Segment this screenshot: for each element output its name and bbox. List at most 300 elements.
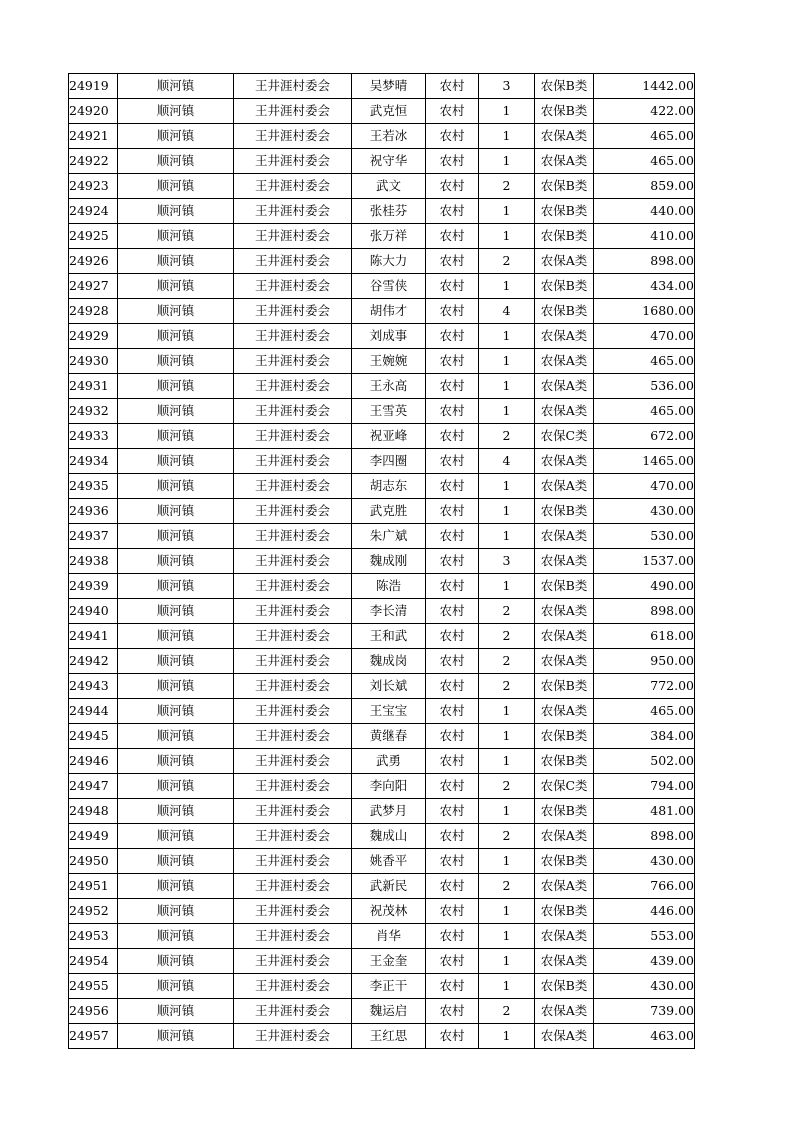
amount-cell: 898.00: [594, 824, 695, 849]
category-cell: 农保A类: [535, 549, 594, 574]
town-cell: 顺河镇: [118, 99, 234, 124]
table-row: [69, 624, 695, 649]
household-type: 农村: [426, 799, 479, 824]
record-id: 24932: [69, 399, 118, 424]
person-name: 武勇: [352, 749, 426, 774]
household-type: 农村: [426, 474, 479, 499]
table-row: [69, 424, 695, 449]
table-row: [69, 224, 695, 249]
person-name: 刘成事: [352, 324, 426, 349]
record-id: 24919: [69, 74, 118, 99]
table-row: [69, 849, 695, 874]
category-cell: 农保B类: [535, 974, 594, 999]
person-name: 李向阳: [352, 774, 426, 799]
household-type: 农村: [426, 949, 479, 974]
table-row: [69, 774, 695, 799]
person-name: 祝守华: [352, 149, 426, 174]
amount-cell: 772.00: [594, 674, 695, 699]
category-cell: 农保A类: [535, 524, 594, 549]
table-row: [69, 874, 695, 899]
table-row: [69, 474, 695, 499]
category-cell: 农保A类: [535, 1024, 594, 1049]
amount-cell: 465.00: [594, 149, 695, 174]
person-name: 肖华: [352, 924, 426, 949]
town-cell: 顺河镇: [118, 724, 234, 749]
category-cell: 农保A类: [535, 249, 594, 274]
member-count: 1: [479, 849, 535, 874]
table-row: [69, 324, 695, 349]
record-id: 24949: [69, 824, 118, 849]
table-row: [69, 824, 695, 849]
record-id: 24947: [69, 774, 118, 799]
household-type: 农村: [426, 449, 479, 474]
village-cell: 王井涯村委会: [234, 674, 352, 699]
table-row: [69, 149, 695, 174]
town-cell: 顺河镇: [118, 749, 234, 774]
village-cell: 王井涯村委会: [234, 474, 352, 499]
person-name: 张桂芬: [352, 199, 426, 224]
household-type: 农村: [426, 149, 479, 174]
person-name: 张万祥: [352, 224, 426, 249]
town-cell: 顺河镇: [118, 899, 234, 924]
town-cell: 顺河镇: [118, 699, 234, 724]
table-row: [69, 274, 695, 299]
member-count: 2: [479, 599, 535, 624]
amount-cell: 422.00: [594, 99, 695, 124]
household-type: 农村: [426, 674, 479, 699]
town-cell: 顺河镇: [118, 349, 234, 374]
household-type: 农村: [426, 924, 479, 949]
record-id: 24951: [69, 874, 118, 899]
table-row: [69, 924, 695, 949]
household-type: 农村: [426, 724, 479, 749]
person-name: 李正干: [352, 974, 426, 999]
person-name: 胡志东: [352, 474, 426, 499]
table-row: [69, 599, 695, 624]
table-row: [69, 399, 695, 424]
member-count: 1: [479, 199, 535, 224]
household-type: 农村: [426, 349, 479, 374]
table-body: [69, 74, 695, 1049]
village-cell: 王井涯村委会: [234, 324, 352, 349]
household-type: 农村: [426, 374, 479, 399]
category-cell: 农保B类: [535, 274, 594, 299]
town-cell: 顺河镇: [118, 224, 234, 249]
town-cell: 顺河镇: [118, 474, 234, 499]
record-id: 24943: [69, 674, 118, 699]
town-cell: 顺河镇: [118, 924, 234, 949]
record-id: 24922: [69, 149, 118, 174]
amount-cell: 859.00: [594, 174, 695, 199]
household-type: 农村: [426, 199, 479, 224]
person-name: 吴梦晴: [352, 74, 426, 99]
member-count: 3: [479, 74, 535, 99]
town-cell: 顺河镇: [118, 599, 234, 624]
household-type: 农村: [426, 74, 479, 99]
household-type: 农村: [426, 974, 479, 999]
table-row: [69, 124, 695, 149]
amount-cell: 1680.00: [594, 299, 695, 324]
record-id: 24956: [69, 999, 118, 1024]
household-type: 农村: [426, 574, 479, 599]
member-count: 2: [479, 874, 535, 899]
amount-cell: 470.00: [594, 474, 695, 499]
category-cell: 农保A类: [535, 624, 594, 649]
category-cell: 农保C类: [535, 774, 594, 799]
household-type: 农村: [426, 99, 479, 124]
record-id: 24933: [69, 424, 118, 449]
household-type: 农村: [426, 399, 479, 424]
household-type: 农村: [426, 749, 479, 774]
member-count: 1: [479, 324, 535, 349]
category-cell: 农保B类: [535, 799, 594, 824]
person-name: 陈浩: [352, 574, 426, 599]
village-cell: 王井涯村委会: [234, 74, 352, 99]
record-id: 24937: [69, 524, 118, 549]
village-cell: 王井涯村委会: [234, 374, 352, 399]
category-cell: 农保A类: [535, 599, 594, 624]
town-cell: 顺河镇: [118, 324, 234, 349]
table-row: [69, 349, 695, 374]
village-cell: 王井涯村委会: [234, 924, 352, 949]
category-cell: 农保A类: [535, 124, 594, 149]
person-name: 王和武: [352, 624, 426, 649]
town-cell: 顺河镇: [118, 174, 234, 199]
town-cell: 顺河镇: [118, 574, 234, 599]
member-count: 1: [479, 274, 535, 299]
town-cell: 顺河镇: [118, 774, 234, 799]
category-cell: 农保B类: [535, 224, 594, 249]
amount-cell: 434.00: [594, 274, 695, 299]
amount-cell: 463.00: [594, 1024, 695, 1049]
table-row: [69, 649, 695, 674]
person-name: 魏运启: [352, 999, 426, 1024]
member-count: 1: [479, 699, 535, 724]
person-name: 胡伟才: [352, 299, 426, 324]
table-row: [69, 299, 695, 324]
record-id: 24941: [69, 624, 118, 649]
category-cell: 农保A类: [535, 449, 594, 474]
record-id: 24942: [69, 649, 118, 674]
town-cell: 顺河镇: [118, 799, 234, 824]
village-cell: 王井涯村委会: [234, 974, 352, 999]
member-count: 1: [479, 949, 535, 974]
table-row: [69, 449, 695, 474]
member-count: 1: [479, 349, 535, 374]
amount-cell: 898.00: [594, 249, 695, 274]
town-cell: 顺河镇: [118, 74, 234, 99]
village-cell: 王井涯村委会: [234, 649, 352, 674]
table-row: [69, 749, 695, 774]
household-type: 农村: [426, 524, 479, 549]
town-cell: 顺河镇: [118, 249, 234, 274]
member-count: 1: [479, 574, 535, 599]
record-id: 24925: [69, 224, 118, 249]
table-row: [69, 724, 695, 749]
village-cell: 王井涯村委会: [234, 449, 352, 474]
village-cell: 王井涯村委会: [234, 549, 352, 574]
category-cell: 农保B类: [535, 849, 594, 874]
amount-cell: 794.00: [594, 774, 695, 799]
household-type: 农村: [426, 424, 479, 449]
village-cell: 王井涯村委会: [234, 249, 352, 274]
village-cell: 王井涯村委会: [234, 499, 352, 524]
person-name: 武克胜: [352, 499, 426, 524]
amount-cell: 502.00: [594, 749, 695, 774]
person-name: 武文: [352, 174, 426, 199]
person-name: 谷雪侠: [352, 274, 426, 299]
village-cell: 王井涯村委会: [234, 149, 352, 174]
amount-cell: 465.00: [594, 349, 695, 374]
person-name: 姚香平: [352, 849, 426, 874]
table-row: [69, 374, 695, 399]
person-name: 武克恒: [352, 99, 426, 124]
amount-cell: 470.00: [594, 324, 695, 349]
amount-cell: 618.00: [594, 624, 695, 649]
record-id: 24953: [69, 924, 118, 949]
member-count: 1: [479, 899, 535, 924]
household-type: 农村: [426, 124, 479, 149]
amount-cell: 465.00: [594, 399, 695, 424]
household-type: 农村: [426, 624, 479, 649]
record-id: 24939: [69, 574, 118, 599]
village-cell: 王井涯村委会: [234, 624, 352, 649]
record-id: 24954: [69, 949, 118, 974]
household-type: 农村: [426, 824, 479, 849]
amount-cell: 410.00: [594, 224, 695, 249]
record-id: 24920: [69, 99, 118, 124]
category-cell: 农保B类: [535, 574, 594, 599]
record-id: 24923: [69, 174, 118, 199]
town-cell: 顺河镇: [118, 124, 234, 149]
town-cell: 顺河镇: [118, 874, 234, 899]
town-cell: 顺河镇: [118, 999, 234, 1024]
village-cell: 王井涯村委会: [234, 899, 352, 924]
town-cell: 顺河镇: [118, 149, 234, 174]
amount-cell: 739.00: [594, 999, 695, 1024]
record-id: 24938: [69, 549, 118, 574]
category-cell: 农保A类: [535, 949, 594, 974]
town-cell: 顺河镇: [118, 499, 234, 524]
category-cell: 农保A类: [535, 699, 594, 724]
village-cell: 王井涯村委会: [234, 274, 352, 299]
village-cell: 王井涯村委会: [234, 774, 352, 799]
village-cell: 王井涯村委会: [234, 174, 352, 199]
amount-cell: 490.00: [594, 574, 695, 599]
person-name: 祝茂林: [352, 899, 426, 924]
town-cell: 顺河镇: [118, 624, 234, 649]
person-name: 刘长斌: [352, 674, 426, 699]
record-id: 24927: [69, 274, 118, 299]
person-name: 王红思: [352, 1024, 426, 1049]
record-id: 24928: [69, 299, 118, 324]
village-cell: 王井涯村委会: [234, 224, 352, 249]
category-cell: 农保A类: [535, 474, 594, 499]
amount-cell: 446.00: [594, 899, 695, 924]
member-count: 1: [479, 99, 535, 124]
member-count: 1: [479, 224, 535, 249]
town-cell: 顺河镇: [118, 524, 234, 549]
amount-cell: 1465.00: [594, 449, 695, 474]
town-cell: 顺河镇: [118, 674, 234, 699]
table-row: [69, 574, 695, 599]
category-cell: 农保B类: [535, 299, 594, 324]
table-row: [69, 999, 695, 1024]
household-type: 农村: [426, 774, 479, 799]
household-type: 农村: [426, 174, 479, 199]
table-row: [69, 99, 695, 124]
household-type: 农村: [426, 224, 479, 249]
table-row: [69, 499, 695, 524]
record-id: 24950: [69, 849, 118, 874]
member-count: 1: [479, 124, 535, 149]
category-cell: 农保C类: [535, 424, 594, 449]
amount-cell: 430.00: [594, 499, 695, 524]
household-type: 农村: [426, 874, 479, 899]
person-name: 王永高: [352, 374, 426, 399]
member-count: 2: [479, 649, 535, 674]
category-cell: 农保B类: [535, 674, 594, 699]
household-type: 农村: [426, 899, 479, 924]
member-count: 3: [479, 549, 535, 574]
village-cell: 王井涯村委会: [234, 849, 352, 874]
record-id: 24929: [69, 324, 118, 349]
amount-cell: 536.00: [594, 374, 695, 399]
record-id: 24955: [69, 974, 118, 999]
village-cell: 王井涯村委会: [234, 574, 352, 599]
town-cell: 顺河镇: [118, 649, 234, 674]
household-type: 农村: [426, 699, 479, 724]
member-count: 1: [479, 924, 535, 949]
person-name: 王婉婉: [352, 349, 426, 374]
person-name: 魏成岗: [352, 649, 426, 674]
amount-cell: 1442.00: [594, 74, 695, 99]
record-id: 24930: [69, 349, 118, 374]
member-count: 1: [479, 1024, 535, 1049]
member-count: 1: [479, 499, 535, 524]
member-count: 2: [479, 624, 535, 649]
record-id: 24952: [69, 899, 118, 924]
village-cell: 王井涯村委会: [234, 699, 352, 724]
amount-cell: 384.00: [594, 724, 695, 749]
amount-cell: 553.00: [594, 924, 695, 949]
household-type: 农村: [426, 499, 479, 524]
record-id: 24926: [69, 249, 118, 274]
amount-cell: 430.00: [594, 849, 695, 874]
member-count: 1: [479, 724, 535, 749]
person-name: 李长清: [352, 599, 426, 624]
category-cell: 农保A类: [535, 324, 594, 349]
category-cell: 农保B类: [535, 899, 594, 924]
town-cell: 顺河镇: [118, 1024, 234, 1049]
amount-cell: 1537.00: [594, 549, 695, 574]
household-type: 农村: [426, 999, 479, 1024]
town-cell: 顺河镇: [118, 299, 234, 324]
member-count: 2: [479, 424, 535, 449]
member-count: 4: [479, 299, 535, 324]
member-count: 1: [479, 149, 535, 174]
member-count: 2: [479, 999, 535, 1024]
household-type: 农村: [426, 299, 479, 324]
category-cell: 农保A类: [535, 374, 594, 399]
village-cell: 王井涯村委会: [234, 949, 352, 974]
record-id: 24934: [69, 449, 118, 474]
category-cell: 农保A类: [535, 149, 594, 174]
record-id: 24946: [69, 749, 118, 774]
household-type: 农村: [426, 849, 479, 874]
category-cell: 农保A类: [535, 824, 594, 849]
member-count: 1: [479, 524, 535, 549]
amount-cell: 430.00: [594, 974, 695, 999]
village-cell: 王井涯村委会: [234, 199, 352, 224]
category-cell: 农保B类: [535, 99, 594, 124]
table-row: [69, 174, 695, 199]
category-cell: 农保A类: [535, 349, 594, 374]
amount-cell: 672.00: [594, 424, 695, 449]
household-type: 农村: [426, 324, 479, 349]
table-row: [69, 1024, 695, 1049]
record-id: 24936: [69, 499, 118, 524]
person-name: 王金奎: [352, 949, 426, 974]
category-cell: 农保A类: [535, 649, 594, 674]
member-count: 2: [479, 174, 535, 199]
table-row: [69, 699, 695, 724]
amount-cell: 440.00: [594, 199, 695, 224]
record-id: 24931: [69, 374, 118, 399]
member-count: 2: [479, 674, 535, 699]
record-id: 24957: [69, 1024, 118, 1049]
amount-cell: 481.00: [594, 799, 695, 824]
amount-cell: 766.00: [594, 874, 695, 899]
amount-cell: 898.00: [594, 599, 695, 624]
record-id: 24944: [69, 699, 118, 724]
town-cell: 顺河镇: [118, 399, 234, 424]
member-count: 1: [479, 399, 535, 424]
category-cell: 农保A类: [535, 924, 594, 949]
record-id: 24921: [69, 124, 118, 149]
town-cell: 顺河镇: [118, 274, 234, 299]
table-row: [69, 549, 695, 574]
village-cell: 王井涯村委会: [234, 1024, 352, 1049]
category-cell: 农保B类: [535, 499, 594, 524]
village-cell: 王井涯村委会: [234, 299, 352, 324]
table-row: [69, 974, 695, 999]
amount-cell: 465.00: [594, 124, 695, 149]
person-name: 王雪英: [352, 399, 426, 424]
category-cell: 农保B类: [535, 724, 594, 749]
village-cell: 王井涯村委会: [234, 749, 352, 774]
records-table: [68, 73, 695, 1049]
village-cell: 王井涯村委会: [234, 999, 352, 1024]
category-cell: 农保B类: [535, 749, 594, 774]
town-cell: 顺河镇: [118, 549, 234, 574]
village-cell: 王井涯村委会: [234, 399, 352, 424]
person-name: 陈大力: [352, 249, 426, 274]
village-cell: 王井涯村委会: [234, 799, 352, 824]
category-cell: 农保A类: [535, 874, 594, 899]
member-count: 4: [479, 449, 535, 474]
village-cell: 王井涯村委会: [234, 349, 352, 374]
household-type: 农村: [426, 649, 479, 674]
member-count: 2: [479, 249, 535, 274]
person-name: 祝亚峰: [352, 424, 426, 449]
village-cell: 王井涯村委会: [234, 524, 352, 549]
category-cell: 农保B类: [535, 199, 594, 224]
village-cell: 王井涯村委会: [234, 874, 352, 899]
person-name: 黄继春: [352, 724, 426, 749]
table-row: [69, 199, 695, 224]
member-count: 1: [479, 749, 535, 774]
